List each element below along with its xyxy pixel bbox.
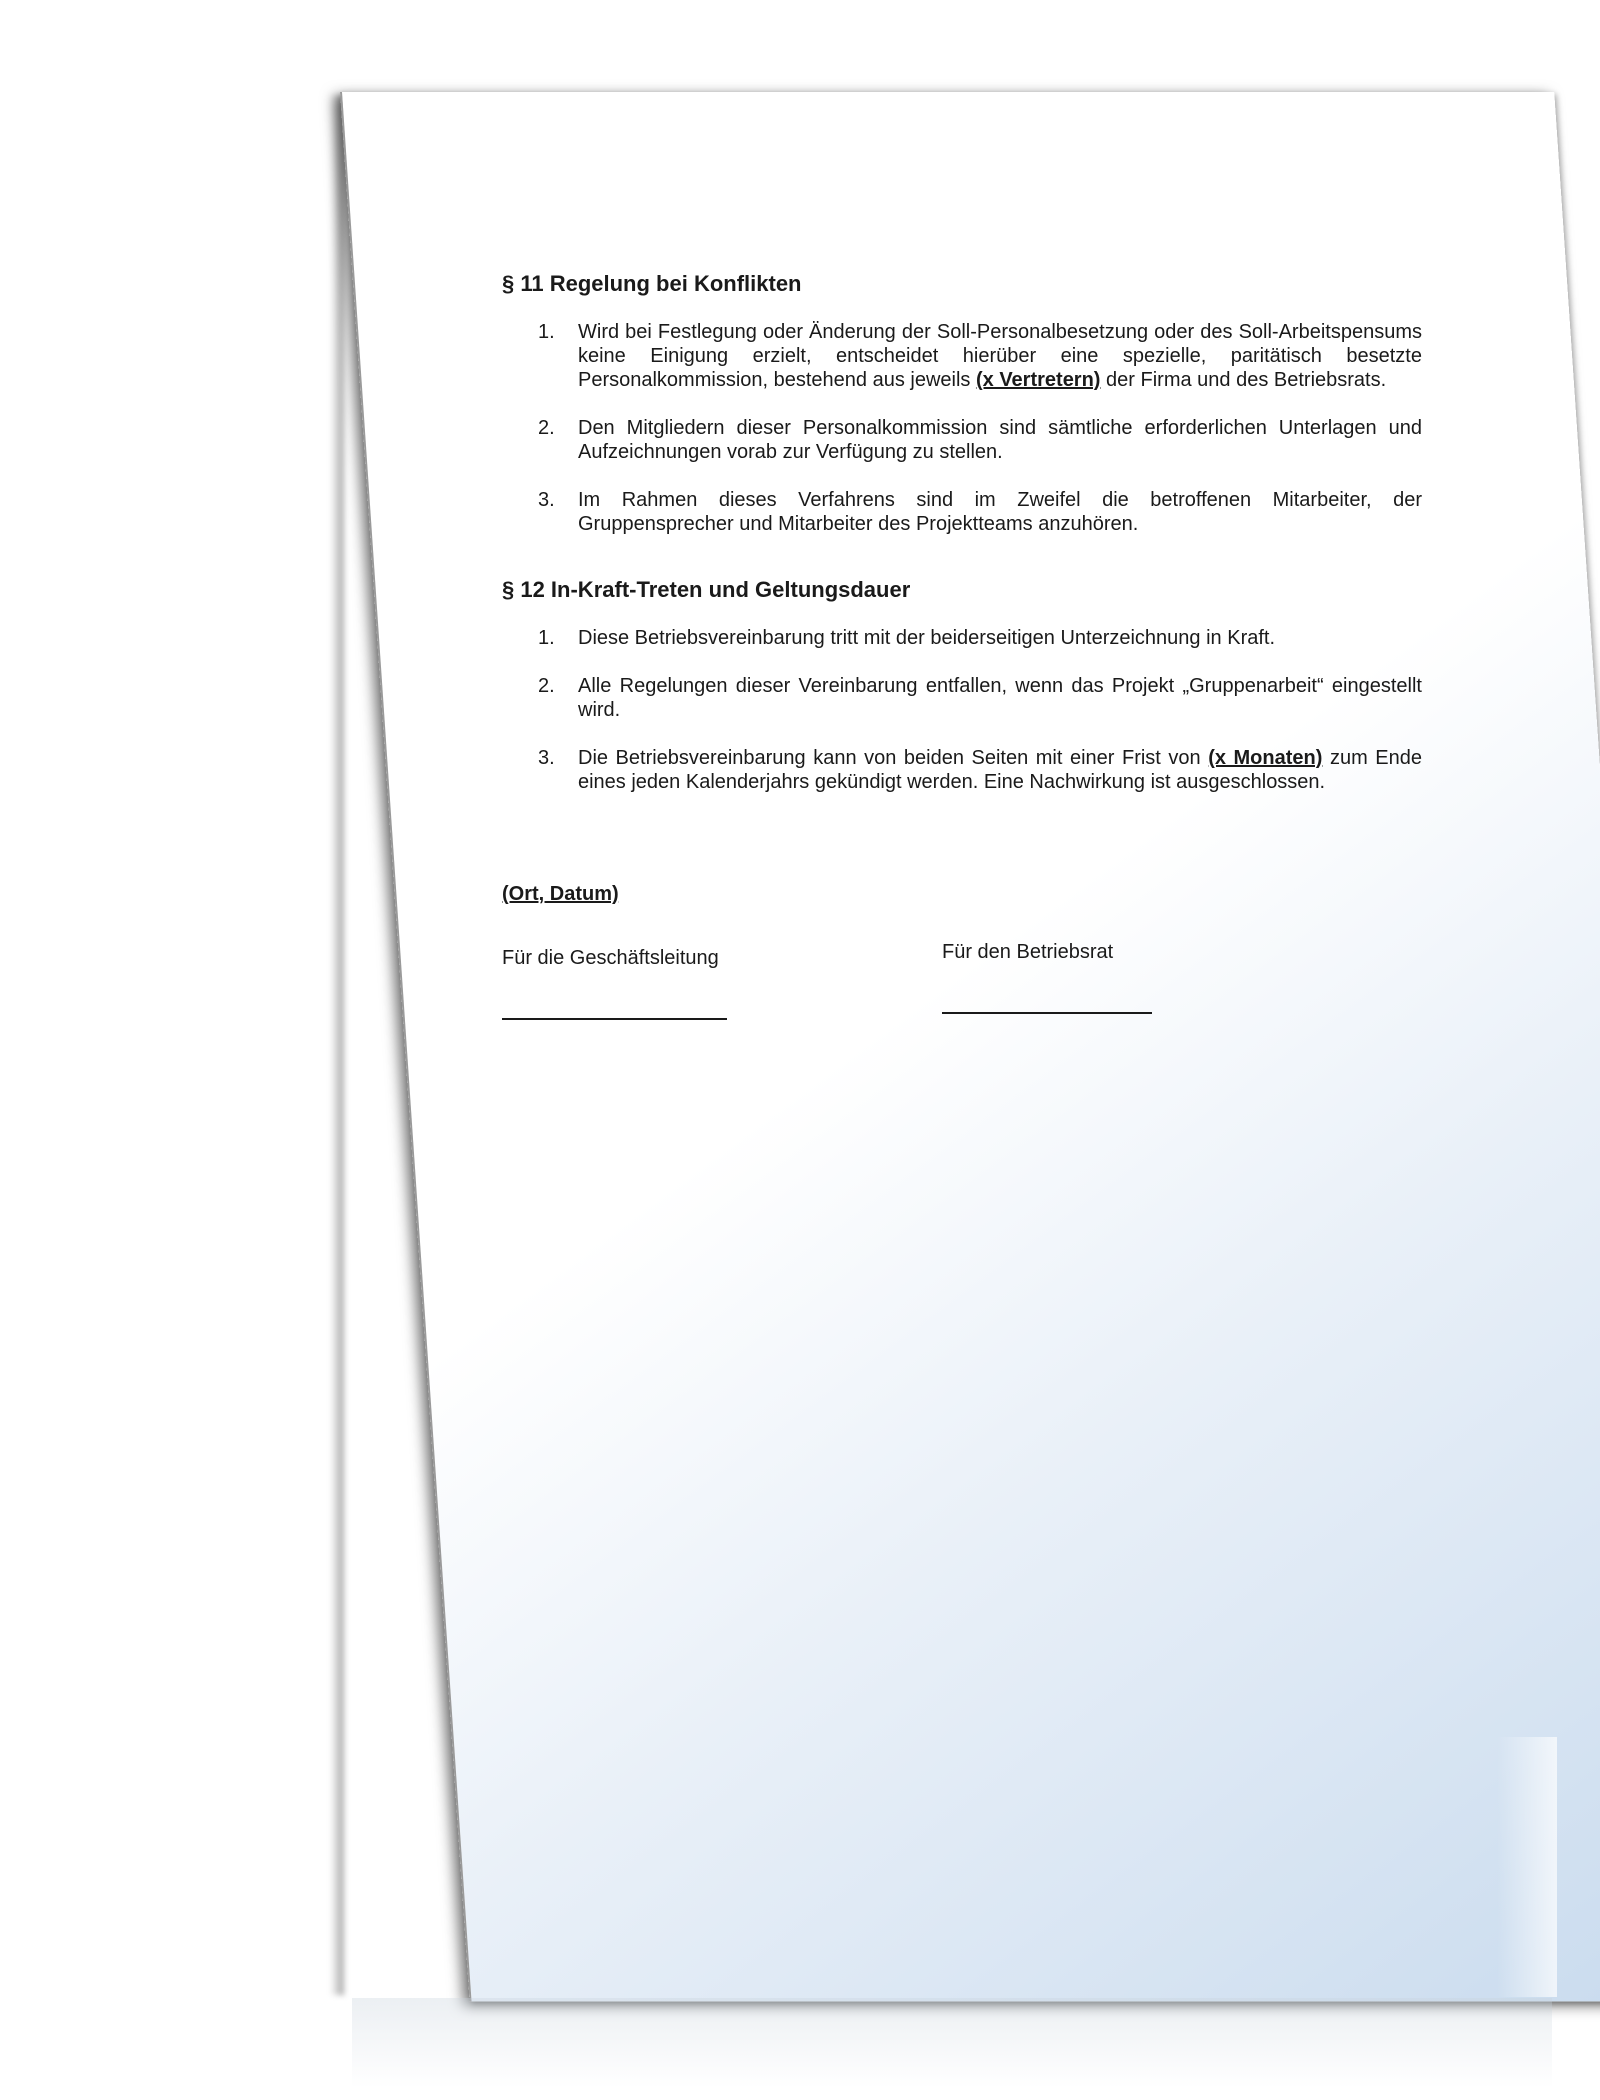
clause-text: Diese Betriebsvereinbarung tritt mit der beiderseitigen Unterzeichnung in Kraft. [577, 627, 1276, 649]
clause-12-3 [502, 746, 1422, 794]
document-page [340, 92, 1600, 2001]
clause-12-2 [502, 674, 1422, 722]
clause-11-1 [502, 320, 1422, 392]
place-date-placeholder: (Ort, Datum) [501, 883, 619, 905]
page-reflection [352, 1998, 1552, 2088]
signature-management [502, 946, 727, 1020]
clause-text: Die Betriebsvereinbarung kann von beiden Seiten mit einer Frist von [577, 747, 1209, 769]
clause-text-tail: zum Ende eines jeden Kalenderjahrs gekündigt werden. Eine Nachwirkung ist ausgeschlossen. [577, 747, 1423, 793]
section-11-clauses [502, 320, 1422, 536]
clause-text: Wird bei Festlegung oder Änderung der Soll-Personalbesetzung oder des Soll-Arbeitspensums keine Einigung erzielt, entscheidet hierüber eine spezielle, paritätisch besetzte Personalkommission, bestehend aus jeweils [577, 321, 1422, 391]
section-12-heading: § 12 In-Kraft-Treten und Geltungsdauer [501, 577, 911, 602]
clause-11-3 [502, 488, 1422, 536]
signature-label-management: Für die Geschäftsleitung [501, 947, 719, 969]
clause-text-tail: der Firma und des Betriebsrats. [1100, 369, 1387, 391]
signature-works-council [942, 940, 1152, 1014]
placeholder-monaten: (x Monaten) [1208, 747, 1323, 769]
clause-text: Den Mitgliedern dieser Personalkommission sind sämtliche erforderlichen Unterlagen und Aufzeichnungen vorab zur Verfügung zu stellen. [577, 417, 1422, 463]
document-content [502, 272, 1422, 1036]
clause-number: 3. [537, 747, 555, 769]
clause-12-1 [502, 626, 1422, 650]
page-glare [1497, 1737, 1557, 1997]
clause-number: 3. [537, 489, 555, 511]
section-11-heading: § 11 Regelung bei Konflikten [501, 271, 802, 296]
signature-line-management [502, 1018, 727, 1020]
signature-line-works-council [942, 1012, 1152, 1014]
clause-number: 1. [537, 321, 555, 343]
document-page-body [342, 92, 1557, 1997]
signature-block [501, 941, 1422, 1036]
clause-text: Alle Regelungen dieser Vereinbarung entfallen, wenn das Projekt „Gruppenarbeit“ eingestellt wird. [577, 675, 1422, 721]
section-12-clauses [502, 626, 1422, 794]
clause-text: Im Rahmen dieses Verfahrens sind im Zweifel die betroffenen Mitarbeiter, der Gruppensprecher und Mitarbeiter des Projektteams anzuhören. [577, 489, 1422, 535]
placeholder-vertretern: (x Vertretern) [975, 369, 1101, 391]
signature-label-works-council: Für den Betriebsrat [941, 941, 1114, 963]
clause-11-2 [502, 416, 1422, 464]
clause-number: 1. [537, 627, 555, 649]
clause-number: 2. [537, 417, 555, 439]
clause-number: 2. [537, 675, 555, 697]
